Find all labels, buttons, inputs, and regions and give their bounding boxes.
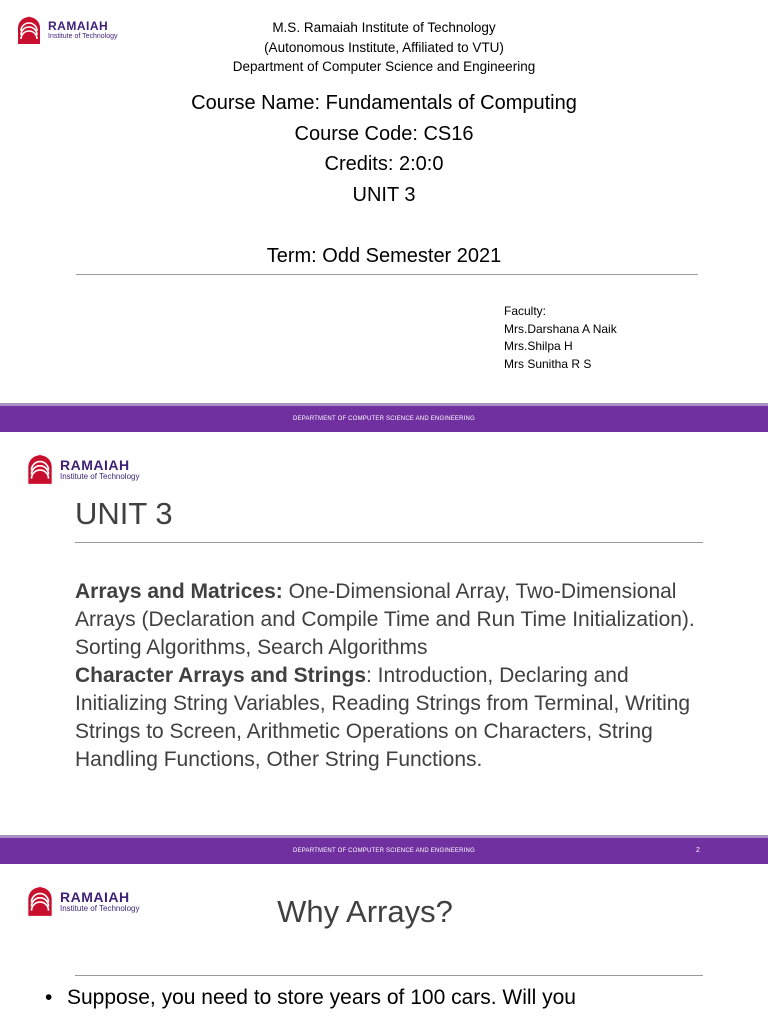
faculty-list [504,303,617,373]
faculty-member: Mrs Sunitha R S [504,356,592,371]
faculty-heading: Faculty: [504,304,547,318]
unit-contents [75,578,715,774]
unit-slide [0,432,768,864]
faculty-member: Mrs.Shilpa H [504,339,573,353]
divider [75,975,703,976]
topic-heading: Arrays and Matrices: [75,580,283,603]
course-info [0,88,768,210]
institute-line: Department of Computer Science and Engineering [232,59,536,74]
footer-text: DEPARTMENT OF COMPUTER SCIENCE AND ENGINEERING [293,848,475,854]
course-credits: Credits: 2:0:0 [324,153,444,175]
logo-name: RAMAIAH [60,456,130,473]
course-name: Course Name: Fundamentals of Computing [191,92,577,114]
institute-header [0,18,768,77]
title-slide [0,0,768,432]
institute-line: (Autonomous Institute, Affiliated to VTU) [264,39,504,55]
course-unit: UNIT 3 [352,183,416,206]
topic-text: One-Dimensional Array, Two-Dimensional Arrays (Declaration and Compile Time and Run Time Initialization). Sorting Algorithms, Search Algorithms [75,580,695,659]
logo-name: RAMAIAH [48,19,109,33]
logo-subtitle: Institute of Technology [60,471,140,481]
bullet-text: Suppose, you need to store years of 100 cars. Will you [67,986,576,1009]
logo-subtitle: Institute of Technology [48,33,118,40]
slide-footer [0,835,768,864]
slide-title: Why Arrays? [277,894,453,929]
institute-line: M.S. Ramaiah Institute of Technology [272,20,496,35]
bullet-item [45,986,576,1010]
footer-text: DEPARTMENT OF COMPUTER SCIENCE AND ENGINEERING [293,416,475,422]
course-code: Course Code: CS16 [294,122,474,145]
logo-subtitle: Institute of Technology [60,903,140,913]
faculty-member: Mrs.Darshana A Naik [504,321,617,336]
page-number: 2 [696,847,700,854]
why-arrays-slide [0,864,768,1024]
logo-name: RAMAIAH [60,888,130,905]
ramaiah-logo [24,452,139,486]
topic-heading: Character Arrays and Strings [75,664,366,687]
divider [76,274,698,275]
divider [75,542,703,543]
term-label: Term: Odd Semester 2021 [266,245,502,267]
bullet-icon: • [45,986,53,1009]
slide-footer [0,403,768,432]
topic-text: : Introduction, Declaring and Initializing String Variables, Reading Strings from Terminal, Writing Strings to Screen, Arithmetic Operations on Characters, String Handling Functions, Other String Functions. [75,664,691,771]
slide-title: UNIT 3 [75,496,173,531]
ramaiah-emblem-icon [24,452,56,486]
